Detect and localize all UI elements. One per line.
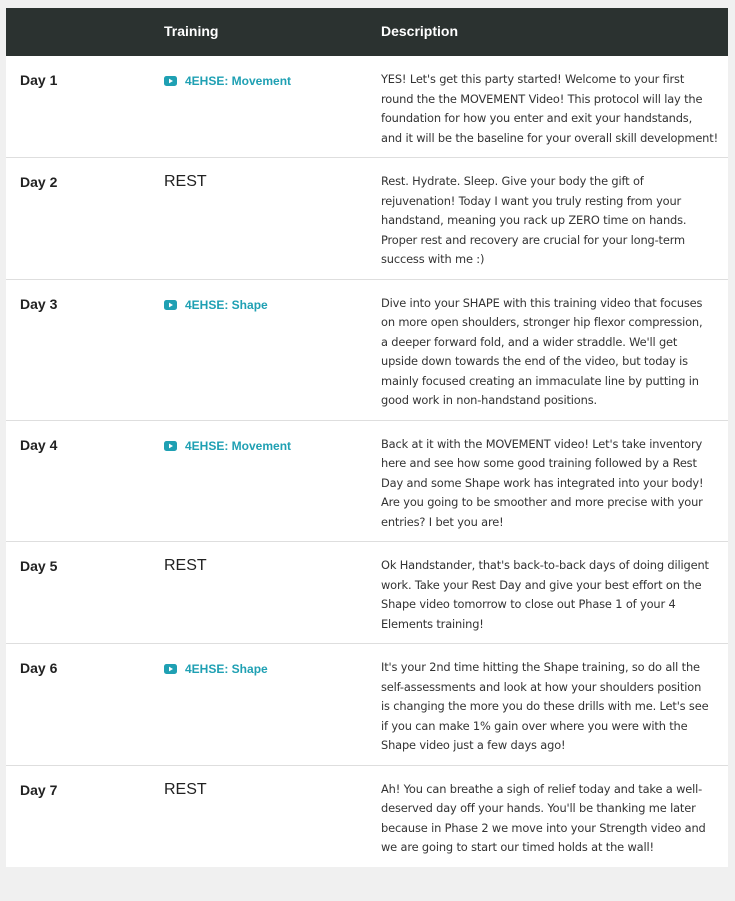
table-row (6, 766, 728, 867)
training-video-label: 4EHSE: Shape (185, 662, 268, 676)
description-line: Ah! You can breathe a sigh of relief today and take a well- (381, 781, 703, 796)
description-line: mainly focused creating an immaculate line by putting in (381, 373, 699, 388)
column-header-training: Training (164, 23, 219, 39)
description-line: good work in non-handstand positions. (381, 393, 597, 407)
day-label: Day 3 (20, 295, 58, 312)
description-line: here and see how some good training followed by a Rest (381, 456, 697, 470)
description-line: handstand, meaning you rack up ZERO time on hands. (381, 213, 687, 227)
training-video-label: 4EHSE: Shape (185, 297, 268, 312)
day-label: Day 6 (20, 660, 58, 676)
rest-label: REST (164, 557, 207, 574)
description-text (381, 644, 719, 765)
training-video-link[interactable] (164, 439, 291, 453)
description-line: deserved day off your hands. You'll be thanking me later (381, 801, 696, 815)
description-line: Dive into your SHAPE with this training video that focuses (381, 295, 703, 310)
day-label: Day 5 (20, 558, 58, 574)
description-line: self-assessments and look at how your shoulders position (381, 679, 702, 694)
description-line: and it will be the baseline for your overall skill development! (381, 130, 718, 145)
training-video-label: 4EHSE: Movement (185, 74, 292, 88)
rest-label: REST (164, 780, 207, 798)
training-schedule-table (6, 8, 728, 867)
description-line: entries? I bet you are! (381, 514, 504, 529)
description-text (381, 766, 719, 867)
table-row (6, 280, 728, 421)
rest-label: REST (164, 173, 207, 190)
day-label: Day 7 (20, 781, 58, 798)
table-row (6, 644, 728, 766)
description-line: upside down towards the end of the video, but today is (381, 354, 688, 368)
description-line: round the the MOVEMENT Video! This protocol will lay the (381, 91, 703, 106)
youtube-play-icon (164, 441, 177, 451)
description-line: YES! Let's get this party started! Welcome to your first (381, 72, 685, 86)
description-line: rejuvenation! Today I want you truly resting from your (381, 193, 682, 208)
column-header-description: Description (381, 23, 459, 39)
table-row (6, 56, 728, 158)
description-line: work. Take your Rest Day and give your best effort on the (381, 577, 702, 592)
description-line: if you can make 1% gain over where you were with the (381, 718, 688, 733)
description-line: because in Phase 2 we move into your Strength video and (381, 820, 706, 835)
description-line: a deeper forward fold, and a wider straddle. We'll get (381, 334, 678, 349)
description-line: Ok Handstander, that's back-to-back days of doing diligent (381, 558, 709, 572)
table-row (6, 421, 728, 543)
description-line: Are you going to be smoother and more precise with your (381, 495, 703, 509)
description-line: is changing the more you do these drills with me. Let's see (381, 699, 709, 713)
description-text (381, 421, 719, 542)
description-line: foundation for how you enter and exit your handstands, (381, 111, 693, 125)
description-line: Rest. Hydrate. Sleep. Give your body the gift of (381, 174, 644, 188)
youtube-play-icon (164, 300, 177, 310)
table-header (6, 8, 728, 56)
description-line: Day and some Shape work has integrated into your body! (381, 475, 704, 490)
training-video-link[interactable] (164, 662, 268, 676)
description-line: Back at it with the MOVEMENT video! Let's take inventory (381, 436, 703, 451)
training-video-label: 4EHSE: Movement (185, 438, 292, 453)
description-text (381, 280, 719, 420)
description-line: It's your 2nd time hitting the Shape training, so do all the (381, 660, 700, 674)
description-text (381, 542, 719, 643)
description-line: Elements training! (381, 616, 484, 631)
day-label: Day 4 (20, 436, 58, 453)
youtube-play-icon (164, 76, 177, 86)
description-line: Proper rest and recovery are crucial for your long-term (381, 232, 686, 247)
description-line: we are going to start our timed holds at the wall! (381, 840, 654, 854)
day-label: Day 2 (20, 174, 58, 190)
description-line: Shape video tomorrow to close out Phase 1 of your 4 (381, 597, 676, 611)
description-line: Shape video just a few days ago! (381, 738, 566, 752)
table-body (6, 56, 728, 867)
youtube-play-icon (164, 664, 177, 674)
description-line: success with me :) (381, 252, 485, 266)
training-video-link[interactable] (164, 74, 291, 88)
table-row (6, 542, 728, 644)
training-video-link[interactable] (164, 298, 268, 312)
day-label: Day 1 (20, 72, 58, 88)
table-row (6, 158, 728, 280)
description-text (381, 158, 719, 279)
description-line: on more open shoulders, stronger hip flexor compression, (381, 315, 703, 329)
description-text (381, 56, 719, 157)
